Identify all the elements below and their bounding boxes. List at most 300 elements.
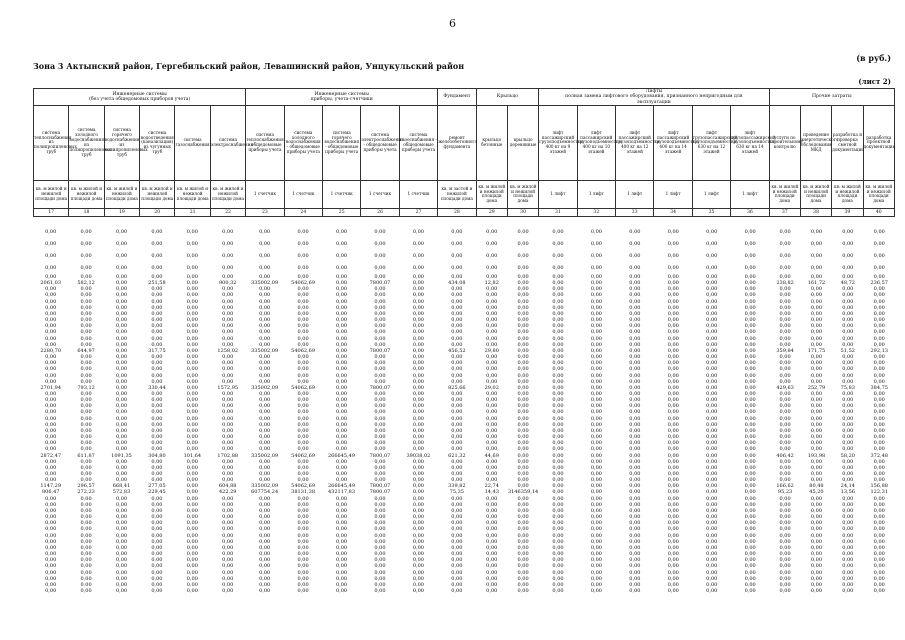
table-cell: 0,00 [706, 415, 718, 422]
table-cell: 0,00 [80, 427, 92, 434]
table-cell: 0,00 [80, 264, 92, 271]
table-cell: 335002,09 [251, 452, 279, 459]
table-cell: 0,00 [842, 252, 854, 259]
table-cell: 0,00 [186, 477, 198, 484]
table-cell: 0,00 [552, 403, 564, 410]
table-cell: 0,00 [451, 415, 463, 422]
table-cell: 0,00 [590, 240, 602, 247]
table-cell: 0,00 [335, 569, 348, 576]
table-cell: 0,00 [374, 458, 386, 465]
table-cell: 0,00 [779, 575, 791, 582]
table-cell: 0,00 [779, 323, 791, 330]
table-cell: 0,00 [810, 501, 823, 508]
table-cell: 0,00 [259, 427, 271, 434]
table-cell: 0,00 [222, 310, 234, 317]
table-cell: 0,00 [374, 409, 386, 416]
table-cell: 0,00 [842, 354, 854, 361]
table-cell: 0,00 [186, 372, 198, 379]
table-cell: 0,00 [151, 551, 163, 558]
table-cell: 0,00 [115, 446, 128, 453]
table-cell: 335002,09 [251, 384, 279, 391]
table-cell: 0,00 [451, 569, 463, 576]
table-cell: 0,00 [842, 298, 854, 305]
table-cell: 0,00 [744, 360, 756, 367]
table-cell: 0,00 [744, 477, 756, 484]
table-cell: 0,00 [151, 329, 163, 336]
table-cell: 0,00 [842, 360, 854, 367]
table-cell: 0,00 [667, 446, 679, 453]
table-cell: 1091,35 [111, 452, 132, 459]
column-number: 17 [34, 208, 69, 216]
table-cell: 0,00 [779, 507, 791, 514]
table-cell: 0,00 [412, 446, 424, 453]
table-cell: 0,00 [842, 557, 854, 564]
table-cell: 292,13 [870, 347, 888, 354]
page-number: 6 [449, 17, 456, 30]
table-cell: 0,00 [517, 378, 529, 385]
table-cell: 0,00 [151, 228, 163, 235]
table-cell: 0,00 [45, 354, 57, 361]
table-cell: 0,00 [706, 514, 718, 521]
table-cell: 0,00 [667, 434, 679, 441]
table-cell: 0,00 [667, 372, 679, 379]
table-cell: 0,00 [45, 397, 57, 404]
table-cell: 0,00 [517, 514, 529, 521]
table-cell: 0,00 [706, 384, 718, 391]
column-number: 21 [175, 208, 210, 216]
table-cell: 2061,03 [40, 280, 62, 287]
column-unit: кв. м жилой и нежилой площади дома [476, 180, 507, 208]
table-cell: 0,00 [552, 360, 564, 367]
table-cell: 0,00 [873, 323, 885, 330]
table-cell: 0,00 [115, 557, 128, 564]
table-cell: 0,00 [259, 298, 271, 305]
table-cell: 0,00 [222, 458, 234, 465]
table-cell: 0,00 [629, 538, 641, 545]
table-cell: 0,00 [629, 397, 641, 404]
table-cell: 0,00 [810, 292, 823, 299]
table-cell: 0,00 [222, 274, 234, 280]
table-cell: 335002,09 [251, 280, 279, 287]
table-cell: 0,00 [335, 341, 348, 348]
table-cell: 0,00 [115, 323, 128, 330]
table-cell: 0,00 [810, 390, 823, 397]
table-cell: 0,00 [222, 366, 234, 373]
table-cell: 0,00 [412, 575, 424, 582]
table-cell: 0,00 [629, 440, 641, 447]
table-cell: 0,00 [744, 372, 756, 379]
table-cell: 7800,07 [369, 452, 391, 459]
table-cell: 0,00 [486, 581, 498, 588]
table-cell: 13,56 [840, 489, 855, 496]
table-cell: 0,00 [186, 514, 198, 521]
table-cell: 0,00 [45, 228, 57, 235]
table-cell: 0,00 [412, 483, 424, 490]
table-cell: 0,00 [297, 341, 309, 348]
table-cell: 0,00 [486, 403, 498, 410]
table-cell: 0,00 [779, 501, 791, 508]
table-cell: 0,00 [486, 520, 498, 527]
table-cell: 0,00 [186, 390, 198, 397]
table-cell: 0,00 [259, 341, 271, 348]
table-cell: 0,00 [667, 378, 679, 385]
table-cell: 0,00 [667, 538, 679, 545]
table-cell: 0,00 [552, 323, 564, 330]
table-cell: 0,00 [374, 575, 386, 582]
table-cell: 101,64 [183, 452, 202, 459]
column-unit: кв. м застой и нежилой площади дома [438, 180, 476, 208]
table-cell: 0,00 [222, 304, 234, 311]
table-cell: 0,00 [667, 292, 679, 299]
table-cell: 0,00 [151, 264, 163, 271]
table-cell: 0,00 [451, 228, 463, 235]
table-cell: 0,00 [259, 557, 271, 564]
table-cell: 0,00 [590, 532, 602, 539]
table-cell: 0,00 [590, 252, 602, 259]
table-cell: 0,00 [297, 587, 309, 594]
table-cell: 0,00 [374, 354, 386, 361]
table-cell: 0,00 [297, 335, 309, 342]
table-cell: 0,00 [873, 477, 885, 484]
column-header: разработка проектной документации [863, 105, 894, 180]
table-cell: 0,00 [297, 458, 309, 465]
column-header: ремонт железобетонного фундамента [438, 105, 476, 180]
table-cell: 0,00 [629, 526, 641, 533]
table-cell: 0,00 [706, 538, 718, 545]
table-cell: 0,00 [517, 477, 529, 484]
table-cell: 0,00 [45, 538, 57, 545]
column-unit: кв. м жилой и нежилой площади дома [863, 180, 894, 208]
column-number-row [34, 208, 895, 216]
group-header: Инженерные системы приборы, учета-счетчики [246, 89, 438, 106]
table-cell: 0,00 [667, 366, 679, 373]
table-cell: 0,00 [779, 298, 791, 305]
table-cell: 0,00 [186, 366, 198, 373]
table-cell: 0,00 [335, 434, 348, 441]
column-number: 18 [69, 208, 104, 216]
table-cell: 0,00 [744, 298, 756, 305]
table-cell: 0,00 [374, 471, 386, 477]
table-cell: 0,00 [115, 298, 128, 305]
table-cell: 0,00 [779, 544, 791, 551]
table-cell: 0,00 [873, 378, 885, 385]
table-cell: 0,00 [451, 557, 463, 564]
table-cell: 24,14 [840, 483, 855, 490]
table-cell: 0,00 [486, 446, 498, 453]
table-cell: 0,00 [810, 366, 823, 373]
table-cell: 0,00 [115, 464, 128, 471]
table-cell: 0,00 [629, 228, 641, 235]
table-cell: 0,00 [744, 280, 756, 287]
table-cell: 0,00 [629, 483, 641, 490]
table-cell: 0,00 [222, 477, 234, 484]
table-cell: 0,00 [629, 544, 641, 551]
table-cell: 0,00 [629, 366, 641, 373]
table-cell: 0,00 [779, 317, 791, 324]
table-cell: 0,00 [45, 544, 57, 551]
table-cell: 277,05 [148, 483, 166, 490]
table-cell: 0,00 [486, 458, 498, 465]
table-cell: 0,00 [810, 397, 823, 404]
table-cell: 0,00 [151, 434, 163, 441]
column-header: разработка и проверка сметной документации [832, 105, 863, 180]
table-cell: 0,00 [744, 427, 756, 434]
table-cell: 0,00 [412, 329, 424, 336]
column-header: лифт пассажирский грузоподъемностью 400 кг на 12 этажей [616, 105, 654, 180]
table-cell: 0,00 [629, 569, 641, 576]
table-cell: 0,00 [873, 471, 885, 477]
column-unit: 1 лифт [616, 180, 654, 208]
table-cell: 0,00 [45, 526, 57, 533]
table-cell: 0,00 [412, 440, 424, 447]
table-cell: 0,00 [667, 477, 679, 484]
table-cell: 0,00 [259, 329, 271, 336]
table-cell: 0,00 [222, 286, 234, 293]
table-cell: 0,00 [486, 304, 498, 311]
table-cell: 0,00 [335, 526, 348, 533]
table-cell: 0,00 [810, 403, 823, 410]
group-header: Лифты полная замена лифтового оборудования, признанного непригодным для эксплуатации [539, 89, 769, 106]
table-cell: 0,00 [222, 397, 234, 404]
table-cell: 0,00 [667, 390, 679, 397]
table-cell: 0,00 [259, 507, 271, 514]
table-cell: 236,57 [870, 280, 888, 287]
column-unit: 1 лифт [654, 180, 692, 208]
table-cell: 0,00 [486, 563, 498, 570]
table-cell: 0,00 [552, 507, 564, 514]
table-cell: 0,00 [374, 292, 386, 299]
table-cell: 0,00 [873, 427, 885, 434]
table-cell: 0,00 [451, 427, 463, 434]
table-cell: 0,00 [186, 440, 198, 447]
table-cell: 0,00 [842, 446, 854, 453]
table-cell: 0,00 [552, 551, 564, 558]
table-cell: 0,00 [45, 520, 57, 527]
table-cell: 0,00 [486, 252, 498, 259]
table-cell: 0,00 [297, 397, 309, 404]
table-cell: 0,00 [412, 317, 424, 324]
table-cell: 0,00 [706, 252, 718, 259]
column-unit: 1 счетчик [399, 180, 437, 208]
table-cell: 0,00 [629, 304, 641, 311]
table-cell: 0,00 [552, 569, 564, 576]
table-cell: 422,29 [218, 489, 237, 496]
table-cell: 0,00 [552, 415, 564, 422]
table-cell: 0,00 [412, 507, 424, 514]
table-cell: 0,00 [629, 384, 641, 391]
table-cell: 0,00 [374, 464, 386, 471]
table-cell: 0,00 [706, 354, 718, 361]
table-cell: 0,00 [744, 329, 756, 336]
table-cell: 0,00 [297, 409, 309, 416]
table-cell: 0,00 [451, 581, 463, 588]
table-cell: 0,00 [151, 390, 163, 397]
table-cell: 0,00 [552, 366, 564, 373]
table-cell: 0,00 [590, 514, 602, 521]
table-cell: 0,00 [222, 581, 234, 588]
table-cell: 0,00 [667, 421, 679, 428]
table-cell: 0,00 [45, 292, 57, 299]
table-cell: 7800,07 [369, 483, 391, 490]
table-cell: 0,00 [629, 360, 641, 367]
table-cell: 54062,69 [291, 280, 316, 287]
table-cell: 0,00 [629, 501, 641, 508]
table-cell: 0,00 [706, 228, 718, 235]
table-cell: 0,00 [706, 569, 718, 576]
table-cell: 0,00 [80, 298, 92, 305]
table-cell: 0,00 [779, 569, 791, 576]
table-cell: 0,00 [80, 569, 92, 576]
table-cell: 0,00 [451, 409, 463, 416]
table-cell: 0,00 [517, 292, 529, 299]
table-cell: 0,00 [115, 341, 128, 348]
table-cell: 0,00 [629, 354, 641, 361]
table-cell: 0,00 [374, 341, 386, 348]
table-cell: 0,00 [412, 280, 424, 287]
table-cell: 0,00 [374, 252, 386, 259]
table-cell: 0,00 [486, 557, 498, 564]
table-cell: 0,00 [873, 286, 885, 293]
table-cell: 0,00 [412, 274, 424, 280]
table-cell: 0,00 [222, 563, 234, 570]
table-cell: 0,00 [517, 384, 529, 391]
table-cell: 0,00 [842, 323, 854, 330]
table-cell: 0,00 [842, 587, 854, 594]
table-cell: 0,00 [629, 335, 641, 342]
column-number: 33 [616, 208, 654, 216]
table-cell: 0,00 [629, 310, 641, 317]
table-cell: 0,00 [151, 569, 163, 576]
table-cell: 0,00 [667, 520, 679, 527]
table-cell: 0,00 [517, 228, 529, 235]
table-cell: 0,00 [873, 434, 885, 441]
table-cell: 0,00 [374, 427, 386, 434]
table-cell: 0,00 [810, 563, 823, 570]
table-cell: 0,00 [873, 421, 885, 428]
table-cell: 0,00 [629, 495, 641, 502]
table-cell: 0,00 [706, 304, 718, 311]
table-cell: 0,00 [297, 378, 309, 385]
table-cell: 0,00 [151, 323, 163, 330]
table-cell: 0,00 [335, 323, 348, 330]
table-cell: 0,00 [552, 329, 564, 336]
table-cell: 0,00 [297, 520, 309, 527]
table-cell: 0,00 [779, 397, 791, 404]
table-cell: 0,00 [80, 538, 92, 545]
table-cell: 0,00 [451, 446, 463, 453]
table-cell: 0,00 [80, 310, 92, 317]
table-cell: 0,00 [186, 526, 198, 533]
table-cell: 0,00 [744, 252, 756, 259]
table-cell: 266645,49 [328, 483, 356, 490]
table-cell: 0,00 [80, 501, 92, 508]
column-header: лифт пассажирский грузоподъемностью 400 кг на 10 этажей [577, 105, 615, 180]
table-cell: 0,00 [151, 464, 163, 471]
table-cell: 0,00 [629, 286, 641, 293]
table-cell: 0,00 [517, 240, 529, 247]
table-cell: 0,00 [842, 526, 854, 533]
table-cell: 0,00 [873, 440, 885, 447]
table-cell: 0,00 [590, 360, 602, 367]
table-cell: 0,00 [629, 514, 641, 521]
table-cell: 0,00 [186, 317, 198, 324]
table-cell: 0,00 [810, 538, 823, 545]
table-cell: 0,00 [744, 378, 756, 385]
table-cell: 0,00 [412, 421, 424, 428]
table-cell: 0,00 [667, 329, 679, 336]
table-cell: 0,00 [451, 477, 463, 484]
table-cell: 0,00 [115, 310, 128, 317]
table-cell: 0,00 [706, 403, 718, 410]
table-cell: 0,00 [517, 390, 529, 397]
table-cell: 0,00 [744, 575, 756, 582]
table-cell: 0,00 [335, 446, 348, 453]
table-cell: 0,00 [151, 575, 163, 582]
table-cell: 0,00 [412, 286, 424, 293]
table-cell: 0,00 [297, 366, 309, 373]
table-cell: 0,00 [151, 378, 163, 385]
table-cell: 0,00 [486, 228, 498, 235]
column-number: 19 [104, 208, 139, 216]
table-cell: 0,00 [744, 538, 756, 545]
table-cell: 0,00 [335, 384, 348, 391]
table-cell: 0,00 [486, 538, 498, 545]
table-cell: 0,00 [486, 501, 498, 508]
table-cell: 0,00 [486, 514, 498, 521]
table-cell: 0,00 [80, 335, 92, 342]
table-cell: 0,00 [842, 292, 854, 299]
table-cell: 0,00 [151, 310, 163, 317]
table-cell: 0,00 [667, 587, 679, 594]
table-cell: 0,00 [744, 384, 756, 391]
table-cell: 0,00 [706, 341, 718, 348]
table-cell: 0,00 [590, 489, 602, 496]
table-cell: 0,00 [412, 403, 424, 410]
table-cell: 0,00 [667, 575, 679, 582]
table-cell: 0,00 [297, 252, 309, 259]
table-cell: 171,75 [807, 347, 826, 354]
table-cell: 0,00 [451, 575, 463, 582]
table-cell: 0,00 [517, 538, 529, 545]
table-cell: 0,00 [873, 581, 885, 588]
table-cell: 0,00 [412, 360, 424, 367]
table-cell: 0,00 [374, 397, 386, 404]
table-cell: 0,00 [810, 514, 823, 521]
table-cell: 0,00 [115, 520, 128, 527]
column-number: 30 [507, 208, 538, 216]
table-cell: 0,00 [297, 415, 309, 422]
column-unit: кв. м жилой и нежилой площади дома [140, 180, 175, 208]
table-cell: 0,00 [629, 427, 641, 434]
table-cell: 0,00 [259, 317, 271, 324]
table-cell: 0,00 [552, 495, 564, 502]
table-cell: 0,00 [842, 581, 854, 588]
table-cell: 0,00 [80, 557, 92, 564]
table-cell: 0,00 [151, 587, 163, 594]
table-cell: 0,00 [186, 292, 198, 299]
table-cell: 0,00 [744, 347, 756, 354]
table-cell: 0,00 [259, 520, 271, 527]
table-cell: 0,00 [590, 551, 602, 558]
table-cell: 0,00 [374, 415, 386, 422]
table-cell: 0,00 [590, 544, 602, 551]
table-cell: 0,00 [45, 440, 57, 447]
table-cell: 7800,07 [369, 347, 391, 354]
table-cell: 0,00 [706, 501, 718, 508]
table-cell: 0,00 [222, 427, 234, 434]
column-number: 27 [399, 208, 437, 216]
table-cell: 0,00 [335, 280, 348, 287]
